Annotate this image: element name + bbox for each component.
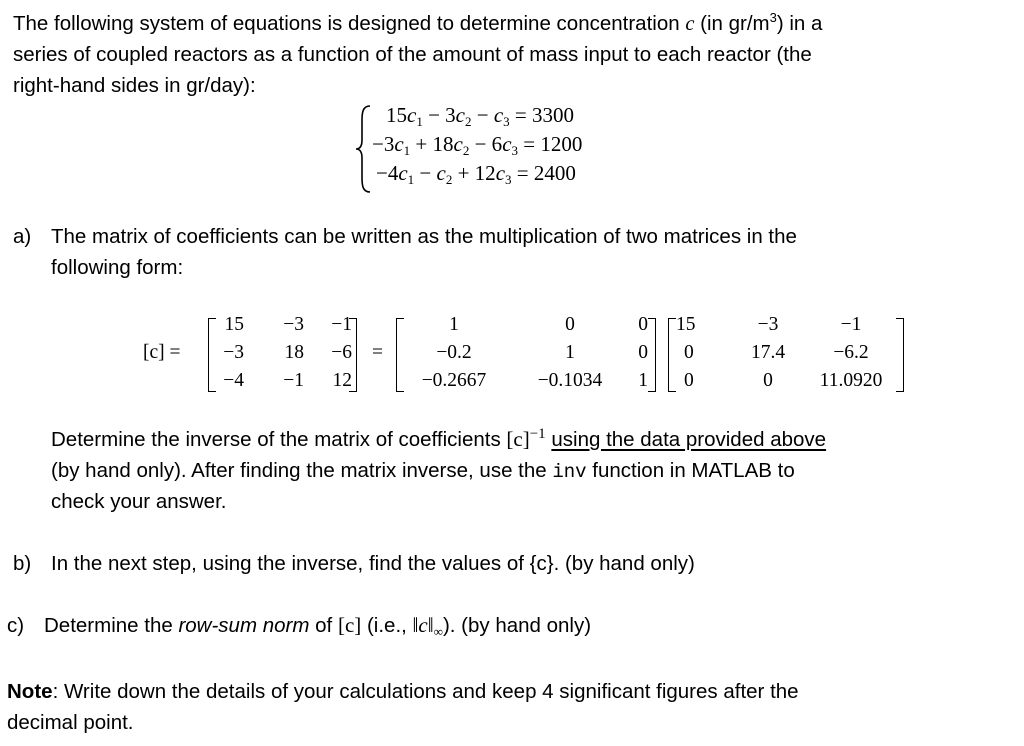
matrix-u-cell: 0 xyxy=(684,342,694,363)
matrix-c-cell: −3 xyxy=(223,342,244,363)
intro-line-3: right-hand sides in gr/day): xyxy=(13,74,256,97)
note-line-2: decimal point. xyxy=(7,711,134,734)
matrix-c-cell: −6 xyxy=(331,342,352,363)
equals-sign: = xyxy=(372,342,383,363)
part-a-line-1: The matrix of coefficients can be written as the multiplication of two matrices in the xyxy=(51,225,797,248)
unit-exponent: 3 xyxy=(769,10,777,25)
intro-text: The following system of equations is designed to determine concentration xyxy=(13,12,686,35)
matrix-u-cell: −1 xyxy=(840,314,862,335)
part-a-task-line-3: check your answer. xyxy=(51,490,227,513)
matrix-c-cell: −3 xyxy=(283,314,304,335)
note-line-1: Note: Write down the details of your calculations and keep 4 significant figures after the xyxy=(7,680,799,703)
matrix-l-cell: 0 xyxy=(638,314,648,335)
part-a-label: a) xyxy=(13,225,32,248)
matrix-u-cell: 15 xyxy=(676,314,696,335)
matrix-c-cell: 12 xyxy=(332,370,352,391)
part-a-task-line-1: Determine the inverse of the matrix of coefficients $[c]^{-1}$ using the data provided above xyxy=(51,426,827,451)
part-a-line-2: following form: xyxy=(51,256,184,279)
matrix-l-cell: −0.2667 xyxy=(421,370,487,391)
lhs-label: [c] = xyxy=(143,342,181,363)
matrix-u-cell: 0 xyxy=(763,370,773,391)
inv-function-code: inv xyxy=(552,461,587,483)
note-label: Note xyxy=(7,680,53,703)
intro-text: ) in a xyxy=(776,12,823,35)
matrix-u-cell: −3 xyxy=(757,314,779,335)
equation-1: $15c_1 - 3c_2 - c_3 = 3300$ xyxy=(386,103,575,129)
part-b-label: b) xyxy=(13,552,32,575)
matrix-c-cell: −4 xyxy=(223,370,244,391)
matrix-u-cell: −6.2 xyxy=(833,342,869,363)
matrix-u-right-bracket xyxy=(896,318,904,392)
matrix-c-cell: −1 xyxy=(283,370,304,391)
part-c-text: Determine the row-sum norm of [c] (i.e., $‖c‖_\infty$). (by hand only) xyxy=(44,613,592,639)
matrix-l-cell: 0 xyxy=(565,314,575,335)
matrix-u-left-bracket xyxy=(668,318,676,392)
part-b-text: In the next step, using the inverse, find the values of {c}. (by hand only) xyxy=(51,552,695,575)
matrix-l-cell: −0.1034 xyxy=(537,370,603,391)
matrix-c-cell: 15 xyxy=(224,314,244,335)
matrix-c-cell: 18 xyxy=(284,342,304,363)
matrix-u-cell: 17.4 xyxy=(750,342,786,363)
matrix-l-cell: 1 xyxy=(449,314,459,335)
intro-text: (in gr/m xyxy=(694,12,770,35)
matrix-l-cell: 1 xyxy=(638,370,648,391)
intro-line-2: series of coupled reactors as a function of the amount of mass input to each reactor (the xyxy=(13,43,812,66)
matrix-l-left-bracket xyxy=(396,318,404,392)
matrix-l-right-bracket xyxy=(648,318,656,392)
matrix-l-cell: 0 xyxy=(638,342,648,363)
equation-3: $-4c_1 - c_2 + 12c_3 = 2400$ xyxy=(376,161,576,187)
matrix-c-right-bracket xyxy=(349,318,357,392)
part-c-label: c) xyxy=(7,614,25,637)
matrix-u-cell: 0 xyxy=(684,370,694,391)
part-a-task-line-2: (by hand only). After finding the matrix inverse, use the inv function in MATLAB to xyxy=(51,459,795,483)
row-sum-norm-term: row-sum norm xyxy=(178,614,310,637)
var-c: c xyxy=(685,13,695,35)
matrix-l-cell: −0.2 xyxy=(436,342,472,363)
matrix-l-cell: 1 xyxy=(565,342,575,363)
matrix-u-cell: 11.0920 xyxy=(819,370,883,391)
matrix-c-cell: −1 xyxy=(331,314,352,335)
underlined-phrase: using the data provided above xyxy=(551,428,827,451)
equation-2: $-3c_1 + 18c_2 - 6c_3 = 1200$ xyxy=(372,132,583,158)
